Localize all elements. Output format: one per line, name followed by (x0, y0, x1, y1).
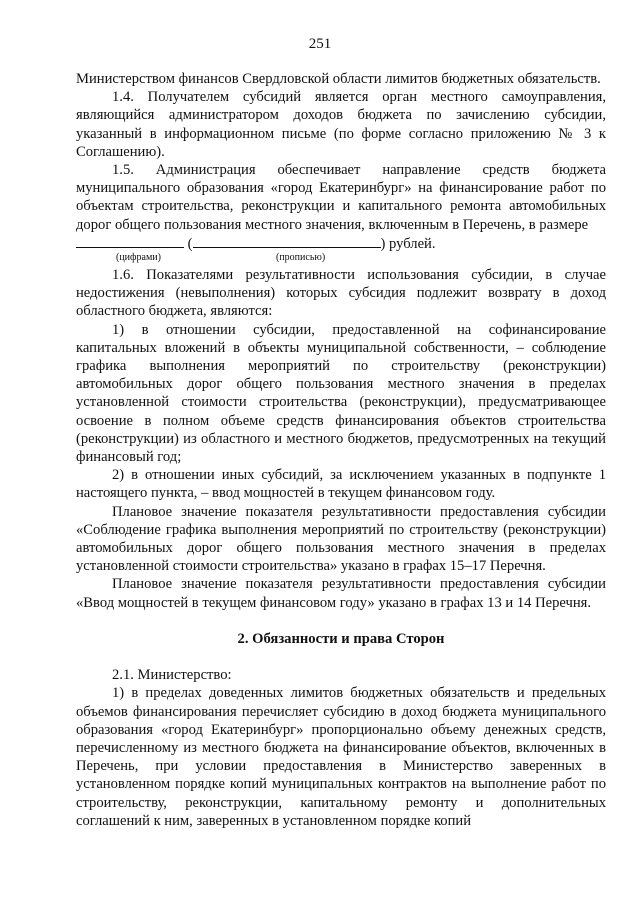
paragraph-continuation: Министерством финансов Свердловской области лимитов бюджетных обязательств. (76, 71, 601, 87)
paragraph-1-5 (76, 161, 606, 253)
amount-words-blank (193, 234, 381, 248)
amount-open-paren: ( (184, 235, 193, 252)
page-number: 251 (308, 36, 332, 52)
paragraph-1-5-text: 1.5. Администрация обеспечивает направление средств бюджета муниципального образования «город Екатеринбург» на финансирование работ по объектам строительства, реконструкции и капитального ремонта автомобильных дорог общего пользования местного значения, включенным в Перечень, в размере (76, 162, 606, 233)
hint-digits: (цифрами) (116, 252, 161, 264)
hint-words: (прописью) (276, 252, 326, 264)
paragraph-plan-value-2: Плановое значение показателя результативности предоставления субсидии «Ввод мощностей в текущем финансовом году» указано в графах 13 и 14 Перечня. (76, 576, 606, 611)
section-heading-2: 2. Обязанности и права Сторон (237, 630, 445, 647)
paragraph-plan-value-1: Плановое значение показателя результативности предоставления субсидии «Соблюдение графика выполнения мероприятий по строительству (реконструкции) автомобильных дорог общего пользования местного значения в пределах установленной стоимости строительства» указано в графах 15–17 Перечня. (76, 503, 606, 575)
paragraph-2-1: 2.1. Министерство: (112, 667, 232, 684)
blank-hints (76, 252, 606, 266)
document-body (76, 70, 606, 830)
paragraph-1-4: 1.4. Получателем субсидий является орган местного самоуправления, являющийся администратором доходов бюджета по зачислению субсидии, указанный в информационном письме (по форме согласно приложению № 3 к Соглашению). (76, 89, 606, 160)
paragraph-2-1-item-1: 1) в пределах доведенных лимитов бюджетных обязательств и предельных объемов финансирования перечисляет субсидию в доход бюджета муниципального образования «город Екатеринбург» пропорционально объему денежных средств, перечисленному из местного бюджета на финансирование объектов, включенных в Перечень, при условии предоставления в Министерство заверенных в установленном порядке копий муниципальных контрактов на выполнение работ по строительству, реконструкции, капитальному ремонту и дополнительных соглашений к ним, заверенных в установленном порядке копий (76, 685, 606, 829)
paragraph-1-6-item-2: 2) в отношении иных субсидий, за исключением указанных в подпункте 1 настоящего пункта, – ввод мощностей в текущем финансовом году. (76, 467, 606, 502)
amount-rubles-text: ) рублей. (380, 235, 436, 252)
paragraph-1-6-item-1: 1) в отношении субсидии, предоставленной на софинансирование капитальных вложений в объекты муниципальной собственности, – соблюдение графика выполнения мероприятий по строительству (реконструкции) автомобильных дорог общего пользования местного значения в пределах установленной стоимости строительства (реконструкции), предусматривающее освоение в полном объеме средств финансирования объектов строительства (реконструкции) из областного и местного бюджетов, предусмотренных на текущий финансовый год; (76, 321, 606, 466)
amount-digits-blank (76, 234, 184, 248)
paragraph-1-6: 1.6. Показателями результативности использования субсидии, в случае недостижения (невыполнения) которых субсидия подлежит возврату в доход областного бюджета, являются: (76, 267, 606, 320)
